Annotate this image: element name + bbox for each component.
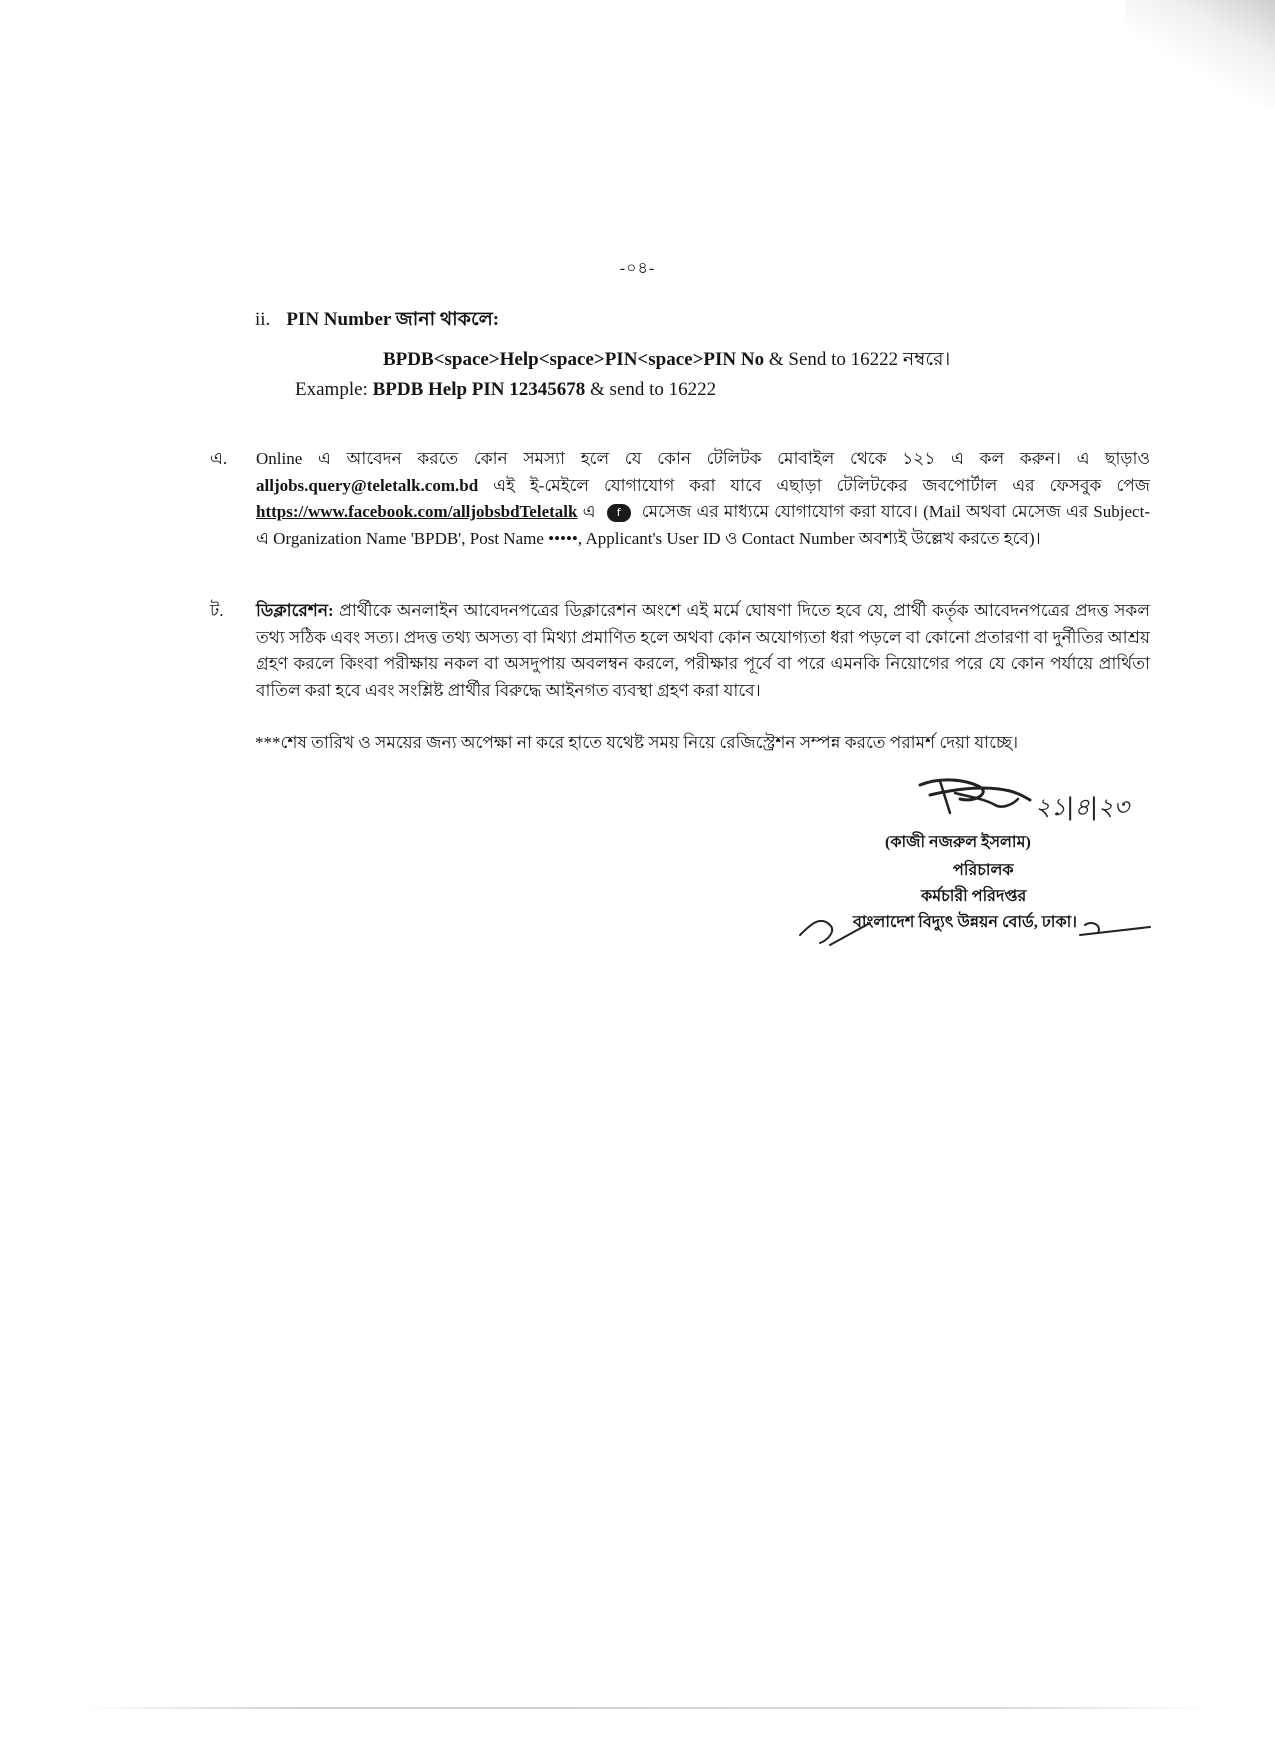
pin-section-roman: ii. xyxy=(255,309,271,330)
example-line xyxy=(295,379,716,401)
facebook-page-link[interactable]: https://www.facebook.com/alljobsbdTeletalk xyxy=(256,502,578,521)
sms-format-rest: & Send to 16222 নম্বরে। xyxy=(764,349,951,370)
signatory-title: পরিচালক xyxy=(953,862,1014,879)
support-email-link[interactable]: alljobs.query@teletalk.com.bd xyxy=(256,475,479,495)
pin-section-title xyxy=(255,305,1155,337)
declaration-label: ডিক্লারেশন: xyxy=(256,601,334,620)
declaration-text: প্রার্থীকে অনলাইন আবেদনপত্রের ডিক্লারেশন অংশে এই মর্মে ঘোষণা দিতে হবে যে, প্রার্থী কর্তৃক আবেদনপত্রের প্রদত্ত সকল তথ্য সঠিক এবং সত্য। প্রদত্ত তথ্য অসত্য বা মিথ্যা প্রমাণিত হলে অথবা কোন অযোগ্যতা ধরা পড়লে বা কোনো প্রতারণা বা দুর্নীতির আশ্রয় গ্রহণ করলে কিংবা পরীক্ষায় নকল বা অসদুপায় অবলম্বন করলে, পরীক্ষার পূর্বে বা পরে এমনকি নিয়োগের পরে যে কোন পর্যায়ে প্রার্থিতা বাতিল করা হবে এবং সংশ্লিষ্ট প্রার্থীর বিরুদ্ধে আইনগত ব্যবস্থা গ্রহণ করা যাবে। xyxy=(256,601,1150,700)
page-number: -০৪- xyxy=(619,260,656,277)
signatory-name: (কাজী নজরুল ইসলাম) xyxy=(885,834,1031,851)
item-t-marker: ট. xyxy=(210,601,224,620)
example-rest: & send to 16222 xyxy=(585,379,717,400)
item-e-text-3: এ xyxy=(577,502,601,521)
sms-format-line xyxy=(383,345,950,377)
item-e-text-1: Online এ আবেদন করতে কোন সমস্যা হলে যে কোন টেলিটক মোবাইল থেকে ১২১ এ কল করুন। এ ছাড়াও xyxy=(256,449,1150,468)
advisory-note: ***শেষ তারিখ ও সময়ের জন্য অপেক্ষা না করে হাতে যথেষ্ট সময় নিয়ে রেজিস্ট্রেশন সম্পন্ন করতে পরামর্শ দেয়া যাচ্ছে। xyxy=(255,733,1019,752)
item-t-body xyxy=(256,598,1150,704)
handwritten-date: ২১|৪|২৩ xyxy=(1035,793,1130,821)
signatory-organization: বাংলাদেশ বিদ্যুৎ উন্নয়ন বোর্ড, ঢাকা। xyxy=(853,914,1078,931)
example-bold: BPDB Help PIN 12345678 xyxy=(372,379,586,400)
item-e-body xyxy=(256,446,1150,552)
example-prefix: Example: xyxy=(295,379,373,400)
item-e-marker: এ. xyxy=(210,449,228,468)
item-e-text-2: এই ই-মেইলে যোগাযোগ করা যাবে এছাড়া টেলিটকের জবপোর্টাল এর ফেসবুক পেজ xyxy=(478,475,1150,495)
item-e-text-4: মেসেজ এর মাধ্যমে যোগাযোগ করা যাবে। (Mail অথবা মেসেজ এর Subject-এ Organization Name 'BPDB', Post Name •••••, Applicant's User ID ও Contact Number অবশ্যই উল্লেখ করতে হবে)। xyxy=(256,502,1150,548)
sms-format-bold: BPDB<space>Help<space>PIN<space>PIN No xyxy=(383,349,765,370)
scan-corner-shadow xyxy=(1125,0,1275,110)
messenger-icon: f xyxy=(607,504,631,522)
pin-section-title-bn: জানা থাকলে: xyxy=(395,309,500,330)
pin-section-title-en: PIN Number xyxy=(286,309,391,330)
signature-block xyxy=(780,775,1180,955)
pin-section xyxy=(255,305,1155,400)
scan-bottom-line xyxy=(80,1707,1215,1709)
signatory-department: কর্মচারী পরিদপ্তর xyxy=(921,888,1027,905)
